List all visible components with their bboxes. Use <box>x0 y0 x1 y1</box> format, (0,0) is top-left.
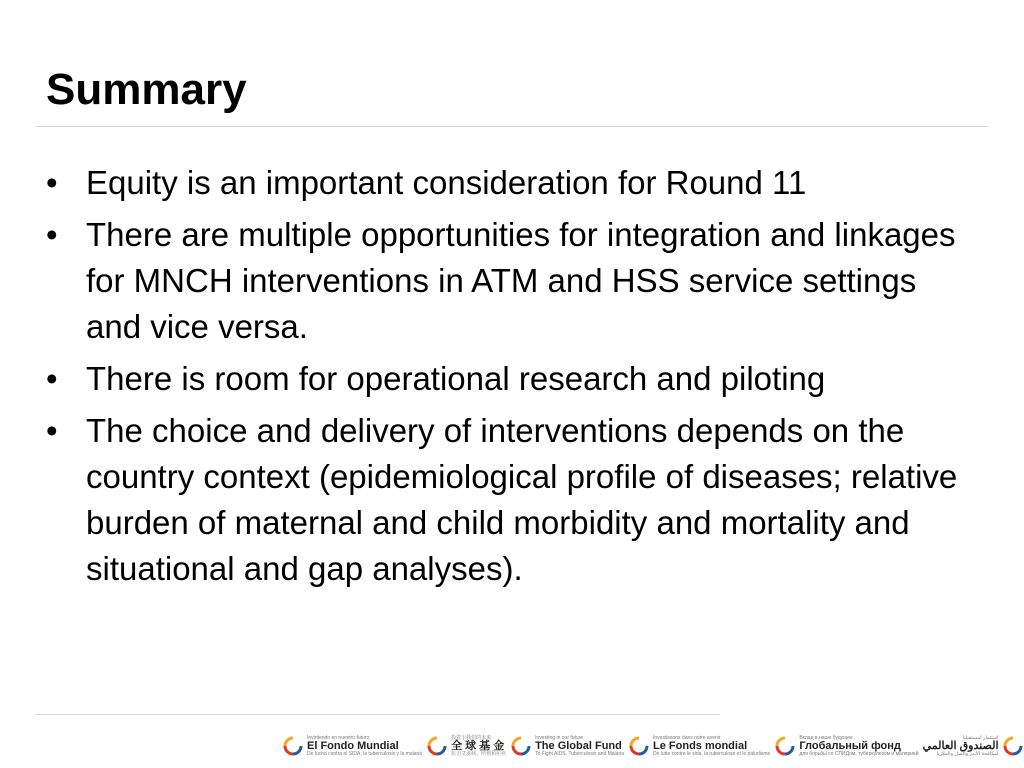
bullet-item <box>46 408 976 592</box>
title-divider <box>36 126 988 127</box>
bullet-marker: • <box>46 412 58 449</box>
logo-name: El Fondo Mundial <box>307 739 399 752</box>
bullet-text: The choice and delivery of interventions depends on the country context (epidemiological profile of diseases; relative burden of maternal and child morbidity and mortality and situational and gap analyses). <box>86 412 958 587</box>
global-fund-swirl-icon <box>1002 735 1024 757</box>
logo-name: الصندوق العالمي <box>922 739 999 752</box>
logo-english <box>510 735 624 757</box>
bullet-marker: • <box>46 164 58 201</box>
logo-spanish <box>282 735 422 757</box>
footer-divider <box>36 714 720 715</box>
logo-tagline: 投资于我们的未来 <box>451 734 492 741</box>
global-fund-swirl-icon <box>426 735 448 757</box>
logo-tagline: استثمار لمستقبلنا <box>962 734 999 741</box>
logo-tagline: Invirtiendo en nuestro futuro <box>307 734 370 741</box>
bullet-marker: • <box>46 216 58 253</box>
bullet-item <box>46 356 976 402</box>
logo-arabic <box>923 735 1024 757</box>
bullet-list <box>46 160 976 598</box>
global-fund-swirl-icon <box>774 735 796 757</box>
bullet-item <box>46 160 976 206</box>
logo-subtitle: لمكافحة الأيدز والسل والملاريا <box>936 750 999 757</box>
logo-tagline: Investissons dans notre avenir <box>653 734 721 741</box>
global-fund-logo-strip <box>282 728 999 764</box>
bullet-text: There is room for operational research and piloting <box>86 360 826 397</box>
logo-name: The Global Fund <box>535 739 622 752</box>
logo-name: 全 球 基 金 <box>451 739 505 752</box>
bullet-text: There are multiple opportunities for integration and linkages for MNCH interventions in ATM and HSS service settings and vice versa. <box>86 216 956 345</box>
logo-chinese <box>426 735 506 757</box>
logo-name: Глобальный фонд <box>799 739 901 752</box>
bullet-item <box>46 212 976 350</box>
slide-title: Summary <box>46 65 247 114</box>
logo-subtitle: De lucha contra el SIDA, la tuberculosis y la malaria <box>307 750 423 757</box>
logo-french <box>628 735 770 757</box>
global-fund-swirl-icon <box>282 735 304 757</box>
logo-subtitle: To Fight AIDS, Tuberculosis and Malaria <box>535 750 625 757</box>
logo-subtitle: для борьбы со СПИДом, туберкулезом и малярией <box>799 750 919 757</box>
logo-tagline: Вклад в наше будущее <box>799 734 853 741</box>
global-fund-swirl-icon <box>628 735 650 757</box>
global-fund-swirl-icon <box>510 735 532 757</box>
bullet-marker: • <box>46 360 58 397</box>
logo-tagline: Investing in our future <box>535 734 584 741</box>
bullet-text: Equity is an important consideration for Round 11 <box>86 164 807 201</box>
logo-subtitle: De lutte contre le sida, la tuberculose et le paludisme <box>653 750 771 757</box>
logo-russian <box>774 735 918 757</box>
logo-subtitle: 抗击艾滋病、结核和疟疾 <box>451 750 507 757</box>
logo-name: Le Fonds mondial <box>653 739 748 752</box>
